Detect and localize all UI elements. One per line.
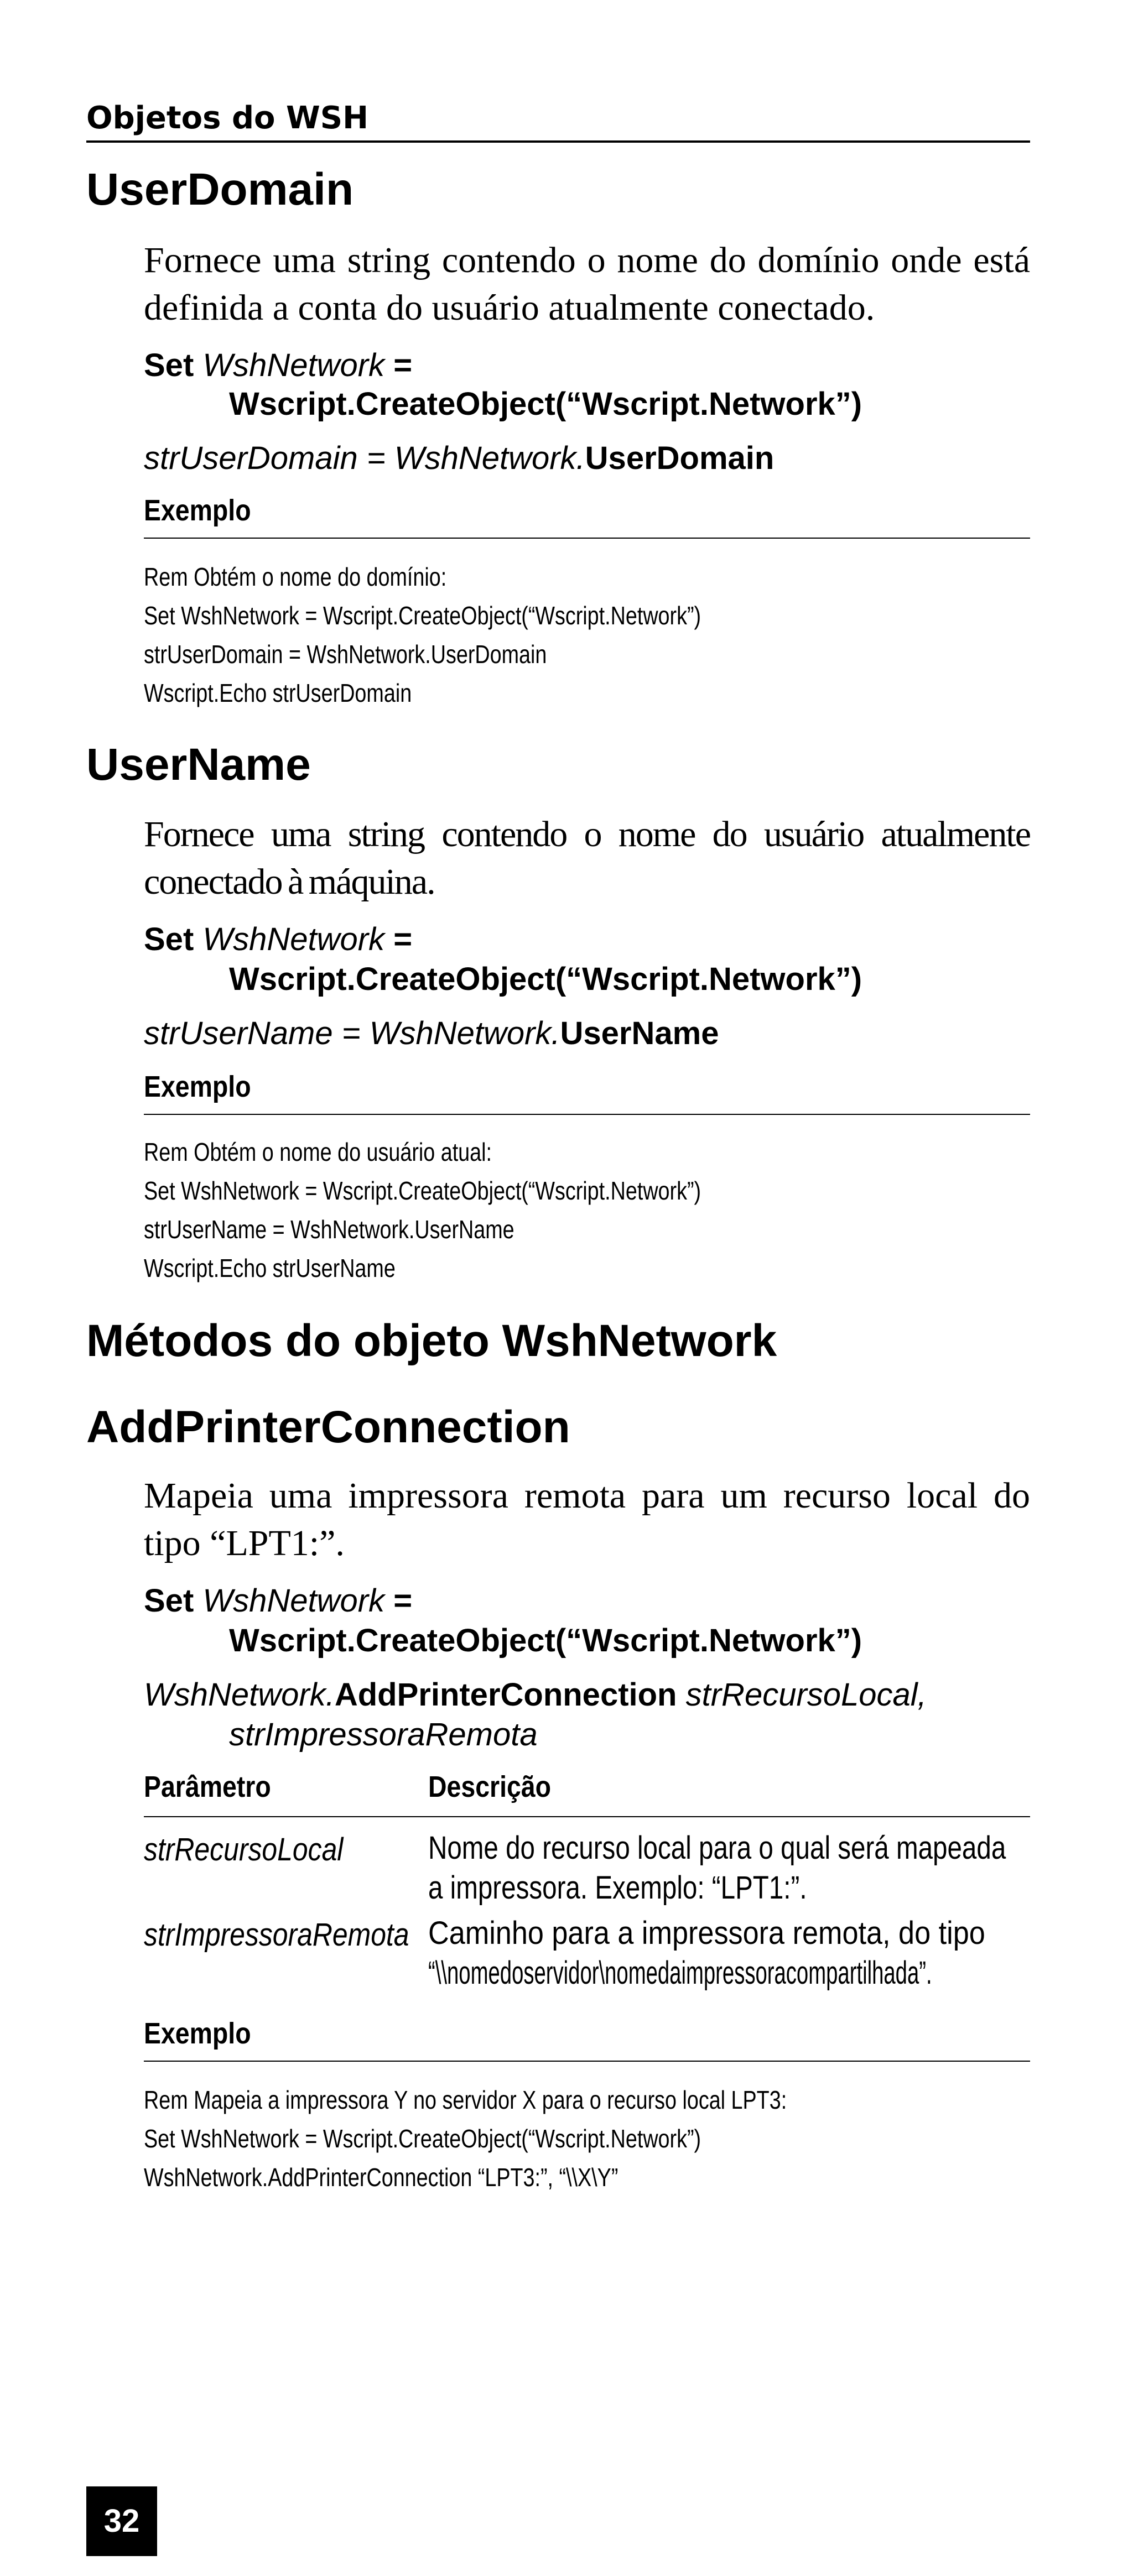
addprinter-example-header [144,2015,1030,2062]
userdomain-description: Fornece uma string contendo o nome do domínio onde está definida a conta do usuário atualmente conectado. [144,240,1030,328]
username-example-header [144,1068,1030,1115]
keyword-set: Set [144,1583,194,1619]
param-description-line: “\\nomedoservidor\nomedaimpressoracompartilhada”. [428,1955,932,1991]
example-label: Exemplo [144,2017,251,2050]
running-header [86,93,1030,143]
userdomain-syntax-assign [144,442,774,474]
code-line: strUserDomain = WshNetwork.UserDomain [144,640,547,669]
userdomain-example-header [144,492,1030,539]
syntax-equals: = [393,921,413,957]
param-description-line: Nome do recurso local para o qual será mapeada [428,1830,1006,1866]
code-line: Set WshNetwork = Wscript.CreateObject(“Wscript.Network”) [144,2124,701,2153]
code-line: Wscript.Echo strUserName [144,1254,396,1282]
description-column-header: Descrição [428,1770,552,1803]
addprinter-syntax-set [144,1585,412,1617]
code-line: strUserName = WshNetwork.UserName [144,1215,514,1244]
code-line: WshNetwork.AddPrinterConnection “LPT3:”, “\\X\Y” [144,2163,619,2192]
code-line: Set WshNetwork = Wscript.CreateObject(“Wscript.Network”) [144,1176,701,1205]
keyword-set: Set [144,347,194,383]
section-title-methods: Métodos do objeto WshNetwork [86,1316,777,1366]
syntax-assign-property: UserDomain [585,440,775,476]
param-description-line: a impressora. Exemplo: “LPT1:”. [428,1870,807,1906]
username-syntax-assign [144,1015,719,1051]
syntax-equals: = [393,347,413,383]
code-line: Rem Obtém o nome do domínio: [144,562,447,591]
page-number: 32 [86,2486,157,2556]
running-header-title: Objetos do WSH [86,100,368,136]
syntax-assign-property: UserName [560,1015,719,1051]
addprinter-description: Mapeia uma impressora remota para um recurso local do tipo “LPT1:”. [144,1475,1030,1563]
keyword-set: Set [144,921,194,957]
syntax-assign-lhs: strUserDomain = WshNetwork. [144,440,585,476]
username-syntax-create: Wscript.CreateObject(“Wscript.Network”) [229,961,862,997]
param-name: strImpressoraRemota [144,1917,409,1953]
code-line: Set WshNetwork = Wscript.CreateObject(“Wscript.Network”) [144,601,701,630]
userdomain-syntax-create: Wscript.CreateObject(“Wscript.Network”) [229,386,862,422]
section-title-addprinterconnection: AddPrinterConnection [86,1402,570,1452]
param-name: strRecursoLocal [144,1832,344,1868]
param-description [428,1828,1030,1908]
username-description: Fornece uma string contendo o nome do usuário atualmente conectado à máquina. [144,814,1030,902]
param-description [428,1913,1030,1993]
syntax-call-arg1: strRecursoLocal, [685,1677,927,1713]
example-label: Exemplo [144,494,251,527]
section-title-username: UserName [86,739,311,790]
username-syntax-set [144,921,413,957]
syntax-variable: WshNetwork [202,921,385,957]
section-title-userdomain: UserDomain [86,164,354,215]
syntax-variable: WshNetwork [202,347,385,383]
code-line: Wscript.Echo strUserDomain [144,679,412,707]
syntax-equals: = [393,1583,413,1619]
userdomain-syntax-set [144,347,413,383]
addprinter-syntax-arg2: strImpressoraRemota [229,1717,538,1753]
addprinter-syntax-create: Wscript.CreateObject(“Wscript.Network”) [229,1623,862,1659]
parameter-table-header [144,1767,1030,1817]
syntax-assign-lhs: strUserName = WshNetwork. [144,1015,560,1051]
code-line: Rem Mapeia a impressora Y no servidor X para o recurso local LPT3: [144,2085,787,2114]
param-description-line: Caminho para a impressora remota, do tipo [428,1915,985,1951]
code-line: Rem Obtém o nome do usuário atual: [144,1138,492,1166]
syntax-call-method: AddPrinterConnection [334,1677,677,1713]
addprinter-syntax-call [144,1679,927,1711]
param-column-header: Parâmetro [144,1770,271,1803]
example-label: Exemplo [144,1070,251,1103]
syntax-call-object: WshNetwork. [144,1677,335,1713]
syntax-variable: WshNetwork [202,1583,385,1619]
